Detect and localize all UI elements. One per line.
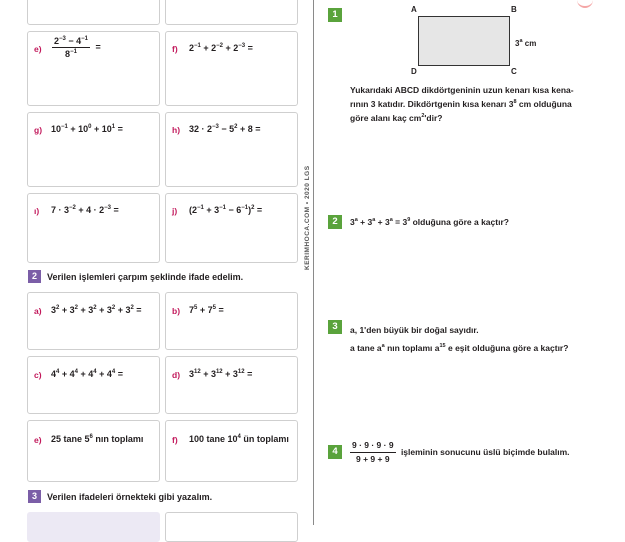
answer-box-e2 — [27, 420, 160, 482]
question-4-text: $\frac{9 \cdot 9 \cdot 9 \cdot 9}{9 + 9 + 9}$ işleminin sonucunu üslü biçimde bulalım. — [352, 440, 570, 464]
corner-decoration — [577, 0, 593, 8]
question-2-text: $3^a + 3^a + 3^a = 3^9$ olduğuna göre a kaçtır? — [350, 217, 509, 227]
question-3-badge: 3 — [328, 320, 342, 334]
answer-box-top-left — [27, 0, 160, 25]
item-label-b2: b) — [172, 306, 181, 316]
answer-box-bottom-right — [165, 512, 298, 542]
question-3-text: a, 1'den büyük bir doğal sayıdır. a tane $a^a$ nın toplamı $a^{15}$ e eşit olduğuna göre a kaçtır? — [350, 325, 569, 353]
column-divider — [313, 0, 314, 525]
item-label-g: g) — [34, 125, 43, 135]
rectangle-diagram — [418, 16, 510, 66]
vertex-c: C — [511, 67, 517, 76]
answer-box-top-right — [165, 0, 298, 25]
expression-b2: $7^5 + 7^5$ = — [189, 305, 224, 315]
item-label-j: j) — [172, 206, 178, 216]
expression-j: $(2^{-1} + 3^{-1} - 6^{-1})^2$ = — [189, 205, 263, 215]
answer-box-b2 — [165, 292, 298, 350]
section-2-title: Verilen işlemleri çarpım şeklinde ifade edelim. — [47, 272, 244, 282]
section-2-badge: 2 — [28, 270, 41, 283]
answer-box-f2 — [165, 420, 298, 482]
item-label-c2: c) — [34, 370, 42, 380]
expression-a2: $3^2 + 3^2 + 3^2 + 3^2 + 3^2$ = — [51, 305, 142, 315]
watermark: KERIMHOCA.COM • 2020 LGS — [304, 165, 311, 270]
question-1-text: Yukarıdaki ABCD dikdörtgeninin uzun kenarı kısa kena- rının 3 katıdır. Dikdörtgenin kısa kenarı $3^8$ cm olduğuna göre alanı kaç $cm^2'dir$? — [350, 85, 574, 123]
expression-f2: 100 tane $10^4$ ün toplamı — [189, 434, 289, 444]
expression-d2: $3^{12} + 3^{12} + 3^{12}$ = — [189, 369, 253, 379]
expression-e2: 25 tane $5^6$ nın toplamı — [51, 434, 144, 444]
item-label-d2: d) — [172, 370, 181, 380]
question-2-badge: 2 — [328, 215, 342, 229]
item-label-e2: e) — [34, 435, 42, 445]
item-label-a2: a) — [34, 306, 42, 316]
answer-box-i — [27, 193, 160, 263]
item-label-h: h) — [172, 125, 181, 135]
item-label-f: f) — [172, 44, 178, 54]
answer-box-c2 — [27, 356, 160, 414]
expression-f: $2^{-1} + 2^{-2} + 2^{-3}$ = — [189, 43, 253, 53]
question-4-badge: 4 — [328, 445, 342, 459]
item-label-e: e) — [34, 44, 42, 54]
side-length-label: 3$^a$ cm — [515, 38, 537, 48]
example-box — [27, 512, 160, 542]
section-3-badge: 3 — [28, 490, 41, 503]
expression-g: $10^{-1} + 10^0 + 10^1$ = — [51, 124, 123, 134]
vertex-d: D — [411, 67, 417, 76]
answer-box-j — [165, 193, 298, 263]
expression-e: $\frac{2^{-3} - 4^{-1}}{8^{-1}}$ = — [54, 36, 101, 59]
answer-box-d2 — [165, 356, 298, 414]
expression-c2: $4^4 + 4^4 + 4^4 + 4^4$ = — [51, 369, 123, 379]
answer-box-a2 — [27, 292, 160, 350]
expression-i: $7 \cdot 3^{-2} + 4 \cdot 2^{-3}$ = — [51, 205, 119, 215]
item-label-i: ı) — [34, 206, 40, 216]
vertex-a: A — [411, 5, 417, 14]
section-3-title: Verilen ifadeleri örnekteki gibi yazalım. — [47, 492, 213, 502]
expression-h: $32 \cdot 2^{-3} - 5^2 + 8$ = — [189, 124, 261, 134]
item-label-f2: f) — [172, 435, 178, 445]
question-1-badge: 1 — [328, 8, 342, 22]
vertex-b: B — [511, 5, 517, 14]
